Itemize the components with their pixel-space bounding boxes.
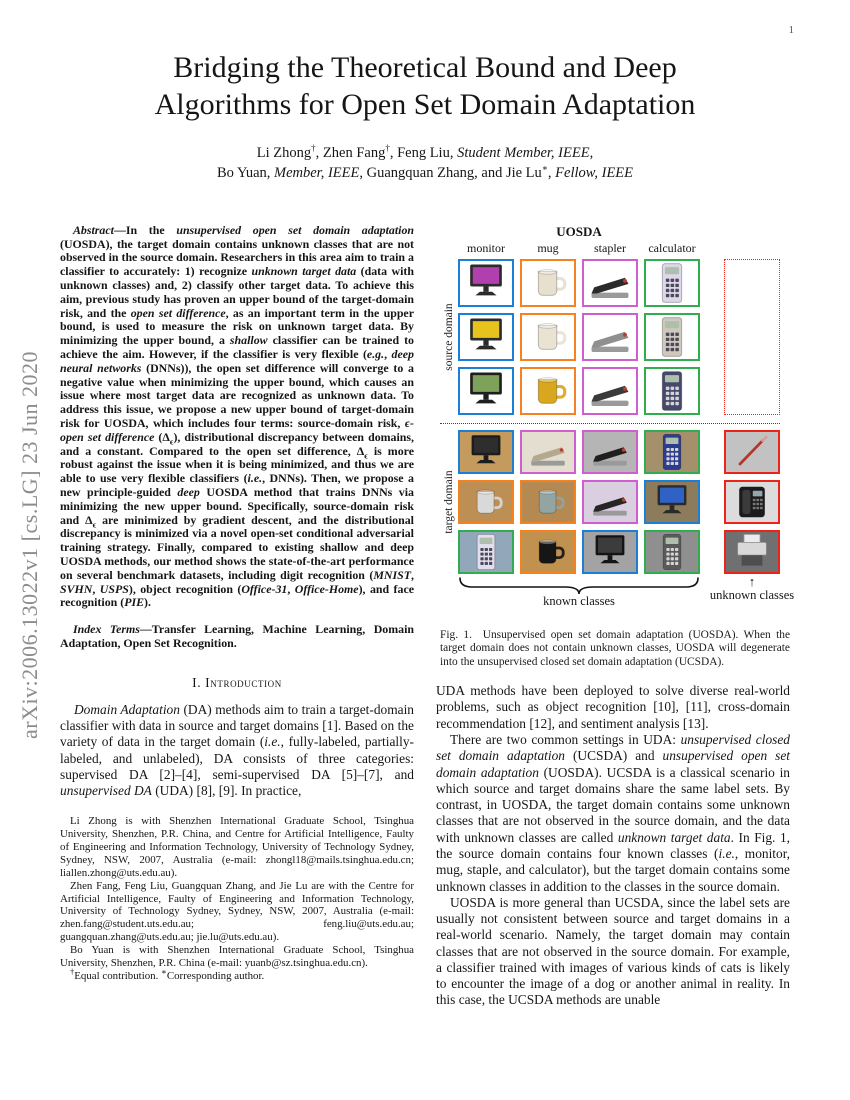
figure-1 bbox=[440, 223, 795, 669]
arxiv-banner bbox=[8, 245, 52, 845]
footnote-1: Li Zhong is with Shenzhen International Graduate School, Tsinghua University, Shenzhen, P.R. China, and Centre for Artificial Intelligence, Faulty of Engineering and Information Technology, University of Technology Sydney, Sydney, NSW, 2007, Australia (e-mail: zhongl18@mails.tsinghua.edu.cn; liallen.zhong@uts.edu.au). bbox=[60, 815, 414, 879]
monitor-image bbox=[458, 313, 514, 361]
known-classes-label: known classes bbox=[543, 593, 615, 608]
page-number: 1 bbox=[788, 24, 794, 36]
column-label-stapler: stapler bbox=[594, 240, 626, 255]
calculator-image bbox=[644, 259, 700, 307]
column-label-calculator: calculator bbox=[648, 240, 696, 255]
stapler-image bbox=[582, 430, 638, 474]
printer-image bbox=[724, 530, 780, 574]
source-domain-label bbox=[440, 259, 458, 415]
grid-spacer bbox=[706, 530, 718, 574]
source-image-grid bbox=[458, 259, 700, 415]
section-heading-introduction: I. Introduction bbox=[192, 674, 282, 690]
mug-image bbox=[458, 480, 514, 524]
left-column bbox=[60, 224, 414, 1009]
footnote-4: †Equal contribution. ∗Corresponding author. bbox=[70, 966, 265, 982]
stapler-image bbox=[582, 313, 638, 361]
monitor-image bbox=[458, 430, 514, 474]
two-column-body bbox=[60, 222, 795, 1009]
stapler-image bbox=[582, 259, 638, 307]
monitor-image bbox=[458, 259, 514, 307]
stapler-image bbox=[582, 480, 638, 524]
author-line-2: Bo Yuan, Member, IEEE, Guangquan Zhang, and Jie Lu∗, Fellow, IEEE bbox=[216, 163, 634, 182]
phone-image bbox=[724, 480, 780, 524]
figure-title: UOSDA bbox=[556, 223, 602, 239]
stapler-image bbox=[520, 430, 576, 474]
paper-title: Bridging the Theoretical Bound and Deep Algorithms for Open Set Domain Adaptation bbox=[154, 51, 696, 121]
mug-image bbox=[520, 480, 576, 524]
arxiv-banner-text: arXiv:2006.13022v1 [cs.LG] 23 Jun 2020 bbox=[17, 350, 43, 740]
source-domain-label-text: source domain bbox=[443, 303, 455, 371]
column-label-monitor: monitor bbox=[467, 240, 505, 255]
column-label-mug: mug bbox=[537, 240, 559, 255]
monitor-image bbox=[458, 367, 514, 415]
target-image-grid bbox=[458, 430, 780, 574]
figure-column-labels bbox=[458, 241, 790, 256]
calculator-image bbox=[644, 367, 700, 415]
monitor-image bbox=[644, 480, 700, 524]
body-paragraph: UOSDA is more general than UCSDA, since the label sets are usually not consistent between source and target domains in a real-world scenario. Namely, the target domain may contain classes that are not observed in the source domain. For example, a classifier trained with images of various kinds of cats is likely to encounter the image of a dog or another animal in reality. In this case, the UCSDA methods are unable bbox=[436, 894, 790, 1008]
grid-spacer bbox=[706, 430, 718, 474]
body-paragraph: There are two common settings in UDA: unsupervised closed set domain adaptation (UCSDA) and unsupervised open set domain adaptation (UOSDA). UCSDA is a classical scenario in which source and target domains share the same label sets. By contrast, in UOSDA, the target domain contains some unknown classes that are not observed in the source domain, and the data with unknown classes are called unknown target data. In Fig. 1, the source domain contains four known classes (i.e., monitor, mug, staple, and calculator), but the target domain contains some unknown classes in addition to the classes in the source domain. bbox=[436, 731, 791, 894]
mug-image bbox=[520, 530, 576, 574]
footnote-2: Zhen Fang, Feng Liu, Guangquan Zhang, and Jie Lu are with the Centre for Artificial Intelligence, Faulty of Engineering and Information Technology, University of Technology Sydney, Sydney, NSW, 2007, Australia (e-mail: zhen.fang@student.uts.edu.au; feng.liu@uts.edu.au; guangquan.zhang@uts.edu.au; jie.lu@uts.edu.au). bbox=[60, 879, 414, 944]
source-domain-block bbox=[440, 259, 790, 415]
footnote-3: Bo Yuan is with Shenzhen International Graduate School, Tsinghua University, Shenzhen, P.R. China (e-mail: yuanb@sz.tsinghua.edu.cn). bbox=[60, 943, 414, 969]
mug-image bbox=[520, 367, 576, 415]
stapler-image bbox=[582, 367, 638, 415]
unknown-class-placeholder-box bbox=[724, 259, 780, 415]
unknown-classes-callout bbox=[706, 575, 798, 603]
index-terms: Index Terms—Transfer Learning, Machine Learning, Domain Adaptation, Open Set Recognition. bbox=[60, 622, 414, 650]
pen-image bbox=[724, 430, 780, 474]
up-arrow-icon: ↑ bbox=[748, 573, 756, 589]
right-column-text bbox=[436, 683, 790, 1009]
monitor-image bbox=[582, 530, 638, 574]
domain-separator-line bbox=[440, 423, 780, 424]
abstract: Abstract—In the unsupervised open set domain adaptation (UOSDA), the target domain contains unknown classes that are not observed in the source domain. Researchers in this area aim to train a classifier to accurately: 1) recognize unknown target data (data with unknown classes) and, 2) classify other target data. To achieve this aim, previous study has proven an upper bound of the target-domain risk, and the open set difference, as an important term in the upper bound, is used to measure the risk on unknown target data. By minimizing the upper bound, a shallow classifier can be trained to achieve the aim. However, if the classifier is very flexible (e.g., deep neural networks (DNNs)), the open set difference will converge to a negative value when minimizing the upper bound, which causes an issue where most target data are recognized as unknown data. To address this issue, we propose a new upper bound of target-domain risk for UOSDA, which includes four terms: source-domain risk, ϵ-open set difference $(\Delta_\epsilon)$, distributional discrepancy between domains, and a constant. Compared to the open set difference, $\Delta_\epsilon$ is more robust against the issue when it is being minimized, and thus we are able to use very flexible classifiers (i.e., DNNs). Then, we propose a new principle-guided deep UOSDA method that trains DNNs via minimizing the new upper bound. Specifically, source-domain risk and $\Delta_\epsilon$ are minimized by gradient descent, and the distributional discrepancy is minimized via a novel open-set conditional adversarial training strategy. Finally, compared to existing shallow and deep UOSDA methods, our method shows the state-of-the-art performance on several benchmark datasets, including digit recognition (MNIST, SVHN, USPS), object recognition (Office-31, Office-Home), and face recognition (PIE). bbox=[60, 222, 415, 610]
mug-image bbox=[520, 259, 576, 307]
calculator-image bbox=[644, 430, 700, 474]
grid-spacer bbox=[706, 480, 718, 524]
figure-bottom-labels bbox=[458, 573, 795, 617]
unknown-classes-label: unknown classes bbox=[709, 587, 795, 602]
author-line-1: Li Zhong†, Zhen Fang†, Feng Liu, Student Member, IEEE, bbox=[256, 143, 594, 162]
target-domain-label-text: target domain bbox=[443, 470, 455, 534]
mug-image bbox=[520, 313, 576, 361]
calculator-image bbox=[644, 530, 700, 574]
calculator-image bbox=[644, 313, 700, 361]
right-column bbox=[436, 223, 795, 1009]
body-paragraph: UDA methods have been deployed to solve diverse real-world problems, such as object recognition [10], [11], cross-domain recommendation [12], and sentiment analysis [13]. bbox=[436, 683, 790, 731]
introduction-paragraph: Domain Adaptation (DA) methods aim to train a target-domain classifier with data in source and target domains [1]. Based on the variety of data in the target domain (i.e., fully-labeled, partially-labeled, and unlabeled), DA consists of three categories: supervised DA [2]–[4], semi-supervised DA [5]–[7], and unsupervised DA (UDA) [8], [9]. In practice, bbox=[60, 701, 414, 799]
figure-caption: Fig. 1. Unsupervised open set domain adaptation (UOSDA). When the target domain does not contain unknown classes, UOSDA will degenerate into the unsupervised closed set domain adaptation (UCSDA). bbox=[440, 628, 790, 668]
footnotes bbox=[60, 815, 414, 982]
author-list bbox=[0, 143, 850, 184]
calculator-image bbox=[458, 530, 514, 574]
target-domain-block bbox=[440, 430, 790, 574]
target-domain-label bbox=[440, 430, 458, 574]
